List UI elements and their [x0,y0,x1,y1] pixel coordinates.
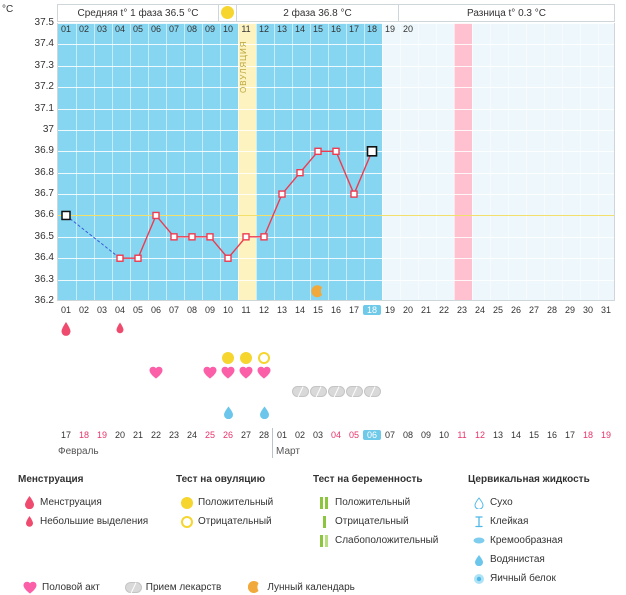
y-axis-tick-label: 36.4 [34,252,54,264]
legend-label-medication: Прием лекарств [145,581,222,593]
month2-label: Март [276,446,300,457]
watery-icon [468,554,490,566]
legend-item-watery [468,550,626,569]
legend-item-pregtest-weak [313,531,473,550]
circle-filled-yellow-icon [176,497,198,509]
calendar-date[interactable]: 03 [312,430,323,440]
x-axis-day-label[interactable]: 15 [312,305,323,315]
medication-row [57,386,615,408]
ovulation-test-marker[interactable] [237,352,255,367]
pill-icon [310,386,327,397]
y-axis-tick-label: 36.9 [34,145,54,157]
eggwhite-icon [468,573,490,585]
heart-pink-icon [18,581,42,594]
x-axis-day-label[interactable]: 05 [132,305,143,315]
calendar-date[interactable]: 13 [492,430,503,440]
legend-label-ovtest-positive: Положительный [198,497,274,508]
x-axis-day-label[interactable]: 23 [456,305,467,315]
x-axis-day-label[interactable]: 16 [330,305,341,315]
cycle-day-number: 02 [78,24,89,34]
medication-marker[interactable] [309,386,327,400]
cycle-day-number: 19 [384,24,395,34]
watery-icon [223,406,234,419]
calendar-date[interactable]: 17 [60,430,71,440]
calendar-date[interactable]: 16 [546,430,557,440]
legend-item-sticky [468,512,626,531]
month-divider [272,428,273,458]
legend-column-cervical-fluid [468,474,626,588]
circle-filled-yellow-icon [222,352,234,364]
intercourse-row [57,366,615,388]
y-axis-tick-label: 37.3 [34,59,54,71]
drop-small-red-icon [18,516,40,527]
pill-icon [328,386,345,397]
legend-title-pregnancy-test: Тест на беременность [313,474,423,485]
phase1-average-label: Средняя t° 1 фаза 36.5 °C [57,4,219,22]
cycle-day-number: 15 [312,24,323,34]
x-axis-day-label[interactable]: 01 [60,305,71,315]
menstruation-marker[interactable] [57,322,75,339]
cervical-fluid-row [57,406,615,428]
intercourse-marker[interactable] [201,366,219,382]
legend-label-ovtest-negative: Отрицательный [198,516,272,527]
intercourse-marker[interactable] [255,366,273,382]
x-axis-day-label[interactable]: 02 [78,305,89,315]
cycle-day-number: 08 [186,24,197,34]
x-axis-day-label[interactable]: 24 [474,305,485,315]
x-axis-day-label[interactable]: 08 [186,305,197,315]
cycle-day-number: 16 [330,24,341,34]
cycle-day-number: 06 [150,24,161,34]
cycle-day-number: 12 [258,24,269,34]
x-axis-day-label[interactable]: 29 [564,305,575,315]
two-bars-green-icon [313,497,335,509]
heart-pink-icon [257,366,271,379]
ovulation-vertical-label: ОВУЛЯЦИЯ [239,40,248,94]
calendar-date[interactable]: 23 [168,430,179,440]
legend-column-pregnancy-test [313,474,473,550]
calendar-date[interactable]: 24 [186,430,197,440]
calendar-date[interactable]: 19 [600,430,611,440]
month1-label: Февраль [58,446,99,457]
calendar-date[interactable]: 19 [96,430,107,440]
y-axis-tick-label: 37.1 [34,102,54,114]
y-axis-tick-label: 36.3 [34,273,54,285]
calendar-date[interactable]: 12 [474,430,485,440]
x-axis-day-label[interactable]: 27 [528,305,539,315]
creamy-icon [468,536,490,545]
calendar-date[interactable]: 26 [222,430,233,440]
x-axis-day-label[interactable]: 26 [510,305,521,315]
legend-label-spotting: Небольшие выделения [40,516,149,527]
calendar-date[interactable]: 15 [528,430,539,440]
calendar-date[interactable]: 05 [348,430,359,440]
legend-title-menstruation: Менструация [18,474,84,485]
legend-item-pregtest-negative [313,512,473,531]
calendar-date[interactable]: 28 [258,430,269,440]
cervical-fluid-marker[interactable] [255,406,273,422]
calendar-date[interactable]: 14 [510,430,521,440]
legend-item-medication [122,582,222,593]
legend-item-creamy [468,531,626,550]
calendar-date[interactable]: 20 [114,430,125,440]
cycle-day-number: 17 [348,24,359,34]
x-axis-day-label[interactable]: 12 [258,305,269,315]
calendar-date[interactable]: 18 [582,430,593,440]
legend-label-pregtest-positive: Положительный [335,497,411,508]
x-axis-day-label[interactable]: 18 [363,305,381,315]
legend-label-dry: Сухо [490,497,513,508]
legend-title-ovulation-test: Тест на овуляцию [176,474,266,485]
sticky-icon [468,516,490,528]
x-axis-day-label[interactable]: 13 [276,305,287,315]
y-axis-tick-label: 37 [42,123,54,135]
x-axis-day-label[interactable]: 25 [492,305,503,315]
cycle-day-number: 10 [222,24,233,34]
intercourse-marker[interactable] [237,366,255,382]
x-axis-day-label[interactable]: 14 [294,305,305,315]
dry-icon [468,497,490,509]
calendar-date[interactable]: 21 [132,430,143,440]
cycle-day-number: 14 [294,24,305,34]
cycle-day-number: 11 [241,24,251,34]
y-axis-tick-label: 37.5 [34,17,54,28]
x-axis-day-label[interactable]: 22 [438,305,449,315]
cycle-day-number: 13 [276,24,287,34]
pill-icon [122,582,146,593]
legend-label-intercourse: Половой акт [42,581,100,593]
legend-bottom-row [18,580,377,594]
x-axis-day-label[interactable]: 19 [384,305,395,315]
y-axis-tick-label: 36.8 [34,166,54,178]
x-axis-day-label[interactable]: 10 [222,305,233,315]
x-axis-day-label[interactable]: 07 [168,305,179,315]
drop-small-red-icon [116,322,124,334]
calendar-date[interactable]: 06 [363,430,381,440]
x-axis-day-label[interactable]: 17 [348,305,359,315]
x-axis-day-label[interactable]: 09 [204,305,215,315]
heart-pink-icon [203,366,217,379]
circle-outline-yellow-icon [258,352,270,364]
cycle-day-number: 09 [204,24,215,34]
y-axis-tick-label: 37.4 [34,38,54,50]
y-axis-tick-label: 36.2 [34,295,54,306]
x-axis-day-label[interactable]: 11 [241,305,251,315]
circle-outline-yellow-icon [176,516,198,528]
legend-item-intercourse [18,581,100,594]
legend-label-menstruation: Менструация [40,497,102,508]
legend-item-ovtest-positive [176,493,326,512]
x-axis-day-label[interactable]: 30 [582,305,593,315]
y-axis-tick-label: 36.7 [34,188,54,200]
legend-label-pregtest-weak: Слабоположительный [335,535,439,546]
bar-and-light-bar-icon [313,535,335,547]
y-axis-tick-label: 36.5 [34,230,54,242]
calendar-date[interactable]: 18 [78,430,89,440]
moon-icon [311,285,322,297]
cervical-fluid-marker[interactable] [219,406,237,422]
legend-title-cervical-fluid: Цервикальная жидкость [468,474,590,485]
legend-label-watery: Водянистая [490,554,545,565]
calendar-date[interactable]: 27 [240,430,251,440]
y-axis-unit-label: °C [2,4,14,15]
x-axis-day-label[interactable]: 03 [96,305,107,315]
ovulation-test-marker[interactable] [255,352,273,367]
x-axis-day-label[interactable]: 31 [600,305,611,315]
legend-label-eggwhite: Яичный белок [490,573,556,584]
calendar-date[interactable]: 08 [402,430,413,440]
pill-icon [292,386,309,397]
pill-icon [346,386,363,397]
cycle-day-number: 03 [96,24,107,34]
legend-label-moon-calendar: Лунный календарь [267,581,355,593]
legend-item-eggwhite [468,569,626,588]
y-axis-tick-label: 37.2 [34,81,54,93]
legend-column-menstruation [18,474,178,531]
cycle-day-number: 07 [168,24,179,34]
calendar-date[interactable]: 07 [384,430,395,440]
y-axis-tick-label: 36.6 [34,209,54,221]
phase-difference-label: Разница t° 0.3 °C [399,4,615,22]
heart-pink-icon [221,366,235,379]
menstruation-row [57,322,615,344]
calendar-dates-row [57,430,615,444]
cycle-day-number: 01 [60,24,71,34]
drop-red-icon [61,322,71,336]
calendar-date[interactable]: 22 [150,430,161,440]
medication-marker[interactable] [291,386,309,400]
heart-pink-icon [239,366,253,379]
calendar-date[interactable]: 02 [294,430,305,440]
calendar-date[interactable]: 04 [330,430,341,440]
x-axis-day-label[interactable]: 20 [402,305,413,315]
legend-item-spotting [18,512,178,531]
x-axis-day-label[interactable]: 21 [420,305,431,315]
legend-item-moon-calendar [243,580,355,594]
calendar-date[interactable]: 10 [438,430,449,440]
legend-item-dry [468,493,626,512]
calendar-date[interactable]: 09 [420,430,431,440]
medication-marker[interactable] [363,386,381,400]
x-axis-day-numbers [57,305,615,321]
legend-item-ovtest-negative [176,512,326,531]
cycle-day-number: 05 [132,24,143,34]
calendar-date[interactable]: 25 [204,430,215,440]
heart-pink-icon [149,366,163,379]
legend-item-menstruation [18,493,178,512]
calendar-date[interactable]: 01 [276,430,287,440]
cycle-day-number: 20 [402,24,413,34]
legend-column-ovulation-test [176,474,326,531]
x-axis-day-label[interactable]: 06 [150,305,161,315]
medication-marker[interactable] [327,386,345,400]
calendar-date[interactable]: 11 [457,430,467,440]
cycle-day-number: 18 [366,24,377,34]
circle-filled-yellow-icon [240,352,252,364]
watery-icon [259,406,270,419]
drop-red-icon [18,496,40,509]
legend-label-sticky: Клейкая [490,516,529,527]
moon-icon [243,580,267,594]
phase2-average-label: 2 фаза 36.8 °C [236,4,399,22]
cycle-day-number: 04 [114,24,125,34]
x-axis-day-label[interactable]: 04 [114,305,125,315]
pill-icon [364,386,381,397]
legend-item-pregtest-positive [313,493,473,512]
intercourse-marker[interactable] [147,366,165,382]
one-bar-green-icon [313,516,335,528]
legend-label-pregtest-negative: Отрицательный [335,516,409,527]
legend-label-creamy: Кремообразная [490,535,563,546]
medication-marker[interactable] [345,386,363,400]
intercourse-marker[interactable] [219,366,237,382]
x-axis-day-label[interactable]: 28 [546,305,557,315]
menstruation-marker[interactable] [111,322,129,337]
calendar-date[interactable]: 17 [564,430,575,440]
ovulation-test-marker[interactable] [219,352,237,367]
